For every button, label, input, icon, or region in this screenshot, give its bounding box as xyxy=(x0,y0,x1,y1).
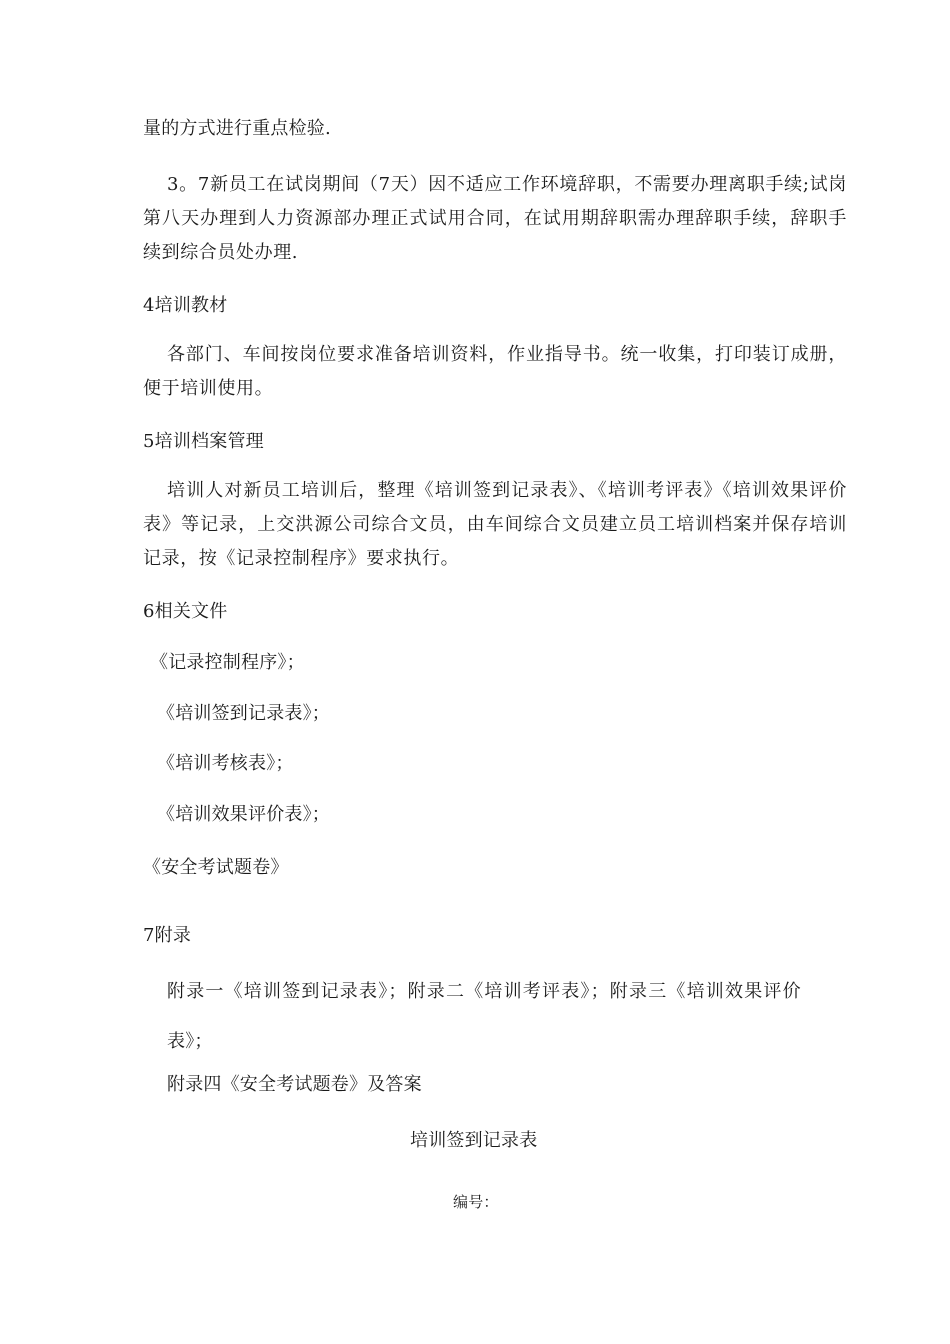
related-file-item: 《记录控制程序》； xyxy=(150,652,305,673)
appendix-line: 附录四《安全考试题卷》及答案 xyxy=(167,1074,422,1095)
related-file-item: 《培训考核表》； xyxy=(157,753,294,774)
form-title: 培训签到记录表 xyxy=(410,1130,538,1151)
section-heading-5: 5培训档案管理 xyxy=(143,431,264,452)
paragraph-training-materials: 各部门、车间按岗位要求准备培训资料，作业指导书。统一收集，打印装订成册，便于培训使用。 xyxy=(143,344,847,399)
section-heading-6: 6相关文件 xyxy=(143,601,228,622)
paragraph-3-7: 3。7新员工在试岗期间（7天）因不适应工作环境辞职，不需要办理离职手续;试岗第八天办理到人力资源部办理正式试用合同，在试用期辞职需办理辞职手续，辞职手续到综合员处办理. xyxy=(143,174,847,263)
related-file-item: 《培训签到记录表》； xyxy=(157,703,330,724)
form-number-label: 编号： xyxy=(453,1193,499,1211)
related-file-item: 《安全考试题卷》 xyxy=(143,857,289,878)
paragraph-training-records: 培训人对新员工培训后，整理《培训签到记录表》、《培训考评表》《培训效果评价表》等记录，上交洪源公司综合文员，由车间综合文员建立员工培训档案并保存培训记录，按《记录控制程序》要求执行。 xyxy=(143,480,847,569)
section-heading-7: 7附录 xyxy=(143,925,192,946)
appendix-line: 表》； xyxy=(167,1031,213,1052)
paragraph-continuation: 量的方式进行重点检验. xyxy=(143,118,331,139)
related-file-item: 《培训效果评价表》； xyxy=(157,804,330,825)
section-heading-4: 4培训教材 xyxy=(143,295,228,316)
appendix-line: 附录一《培训签到记录表》；附录二《培训考评表》；附录三《培训效果评价 xyxy=(167,981,802,1002)
